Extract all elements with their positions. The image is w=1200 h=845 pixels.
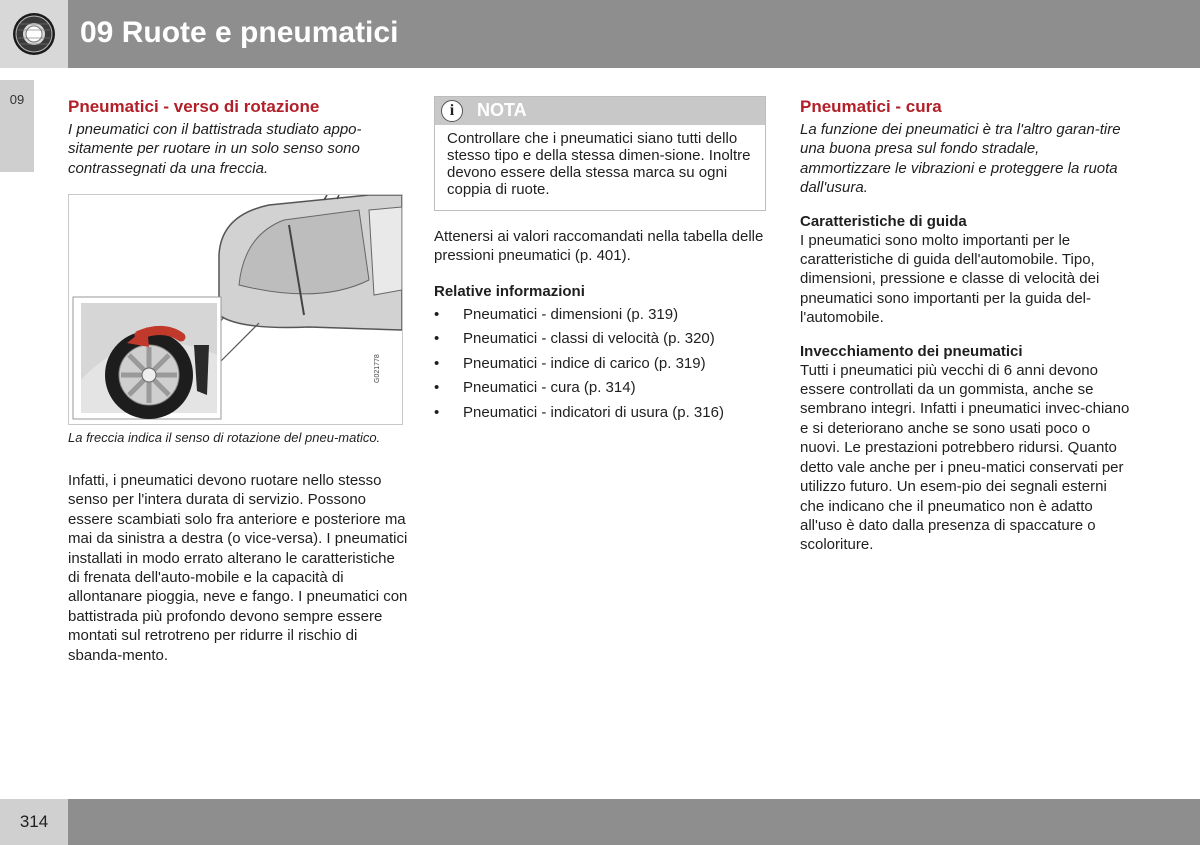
- middle-column-text: [434, 227, 764, 425]
- right-column: [800, 96, 1130, 555]
- related-item-dimensions[interactable]: • Pneumatici - dimensioni (p. 319): [434, 303, 764, 328]
- note-title: NOTA: [477, 100, 527, 120]
- note-box: [434, 96, 766, 211]
- note-text: Controllare che i pneumatici siano tutti dello stesso tipo e della stessa dimen-sione. Inoltre devono essere della stessa marca su ogni coppia di ruote.: [447, 130, 751, 198]
- tire-aging-heading: Invecchiamento dei pneumatici: [800, 342, 1023, 360]
- tire-icon: [0, 0, 68, 68]
- chapter-icon-box: [0, 0, 68, 68]
- chapter-tab-label: 09: [9, 92, 25, 107]
- page-number: 314: [19, 812, 49, 831]
- note-header: [435, 97, 765, 125]
- page-footer: [0, 799, 1200, 845]
- related-item-load-index[interactable]: • Pneumatici - indice di carico (p. 319): [434, 352, 764, 377]
- figure-caption: La freccia indica il senso di rotazione del pneu-matico.: [68, 430, 381, 445]
- tire-aging-text: Tutti i pneumatici più vecchi di 6 anni devono essere controllati da un gommista, anche se sembrano integri. Infatti i pneumatici invec-chiano e si deteriorano anche se sono usati poco o nuovi. Le prestazioni potrebbero ridursi. Quanto detto vale anche per i pneu-matici conservati per utilizzo futuro. Un esem-pio dei segnali esterni che indicano che il pneumatico non è adatto all'uso è dato dalla presenza di spaccature o scoloriture.: [800, 361, 1130, 554]
- section-heading-care: Pneumatici - cura: [800, 97, 942, 116]
- rotation-body-text: Infatti, i pneumatici devono ruotare nello stesso senso per l'intera durata di servizio. Possono essere scambiati solo fra anteriore e posteriore ma mai da sinistra a destra (o vice-versa). I pneumatici installati in modo errato alterano le caratteristiche di frenata dell'auto-mobile e la capacità di allontanare pioggia, neve e fango. I pneumatici con battistrada più profondo devono sempre essere montati sul retrotreno per ridurre il rischio di sbanda-mento.: [68, 472, 408, 664]
- related-item-care[interactable]: • Pneumatici - cura (p. 314): [434, 376, 764, 401]
- chapter-title: 09 Ruote e pneumatici: [80, 16, 399, 49]
- tire-rotation-figure: [68, 194, 403, 425]
- driving-characteristics-text: I pneumatici sono molto importanti per le caratteristiche di guida dell'automobile. Tipo, dimensioni, pressione e classe di velocità dei pneumatici sono importanti per la guida del-l'automobile.: [800, 231, 1100, 327]
- related-item-speed-class[interactable]: • Pneumatici - classi di velocità (p. 320): [434, 327, 764, 352]
- related-heading: Relative informazioni: [434, 282, 585, 300]
- section-heading-rotation: Pneumatici - verso di rotazione: [68, 97, 320, 116]
- related-list: [434, 303, 764, 426]
- car-illustration: [69, 195, 402, 424]
- chapter-header: [0, 0, 1200, 68]
- section-lead-rotation: I pneumatici con il battistrada studiato appo-sitamente per ruotare in un solo senso sono contrassegnati da una freccia.: [68, 121, 362, 177]
- driving-characteristics-heading: Caratteristiche di guida: [800, 212, 967, 230]
- pressure-intro: Attenersi ai valori raccomandati nella tabella delle pressioni pneumatici (p. 401).: [434, 228, 764, 265]
- section-lead-care: La funzione dei pneumatici è tra l'altro garan-tire una buona presa sul fondo stradale, ammortizzare le vibrazioni e proteggere la ruota dall'usura.: [800, 121, 1121, 197]
- left-column: [68, 96, 403, 178]
- info-icon: i: [441, 100, 463, 122]
- page-number-box: [0, 799, 68, 845]
- related-item-wear-indicators[interactable]: • Pneumatici - indicatori di usura (p. 316): [434, 401, 764, 426]
- figure-code: G021778: [374, 354, 381, 383]
